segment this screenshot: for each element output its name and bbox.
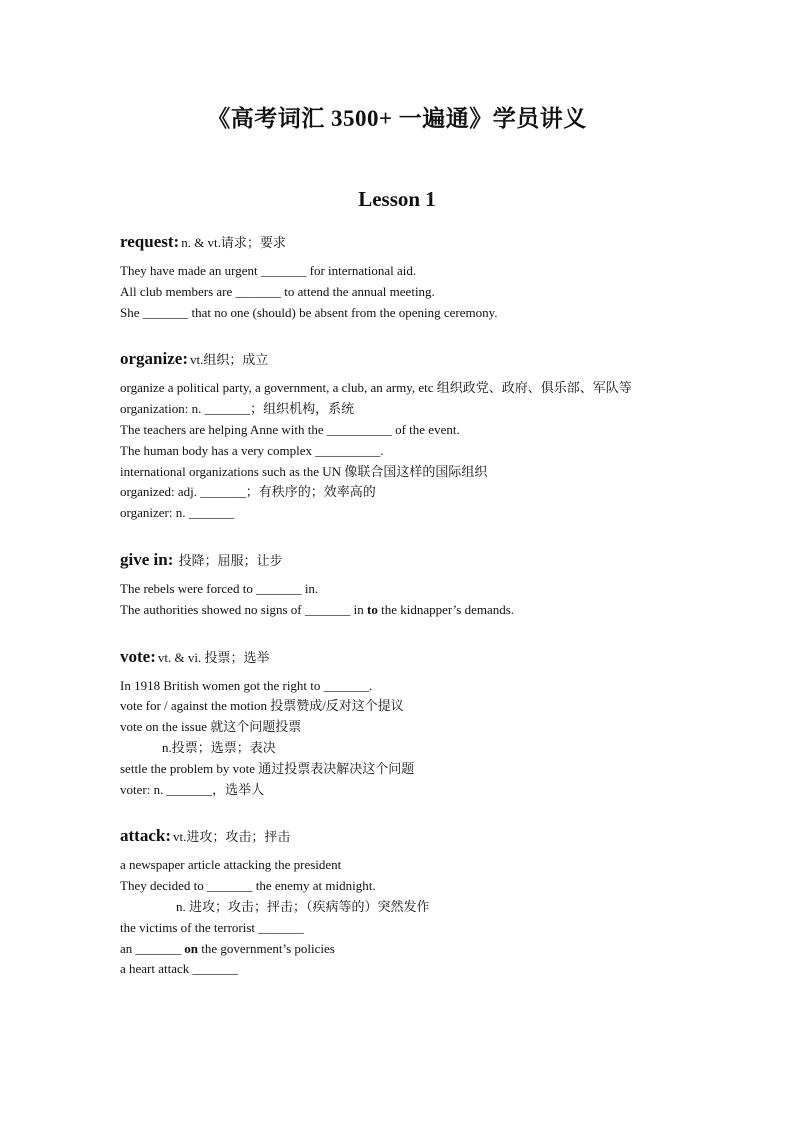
vocab-entry [120, 646, 720, 801]
vocabulary-entries [120, 231, 720, 1005]
headword: organize: [120, 349, 188, 369]
example-line: All club members are _______ to attend the annual meeting. [120, 283, 435, 299]
example-line: a newspaper article attacking the president [120, 857, 342, 873]
part-of-speech-definition: n. & vt.请求；要求 [181, 235, 286, 250]
example-text: the kidnapper’s demands. [377, 601, 515, 617]
vocab-entry [120, 549, 720, 621]
document-title: 《高考词汇 3500+ 一遍通》学员讲义 [207, 106, 587, 131]
example-line: n. 进攻；攻击；抨击；（疾病等的）突然发作 [176, 898, 430, 914]
vocab-entry [120, 348, 720, 524]
headword: request: [120, 232, 180, 251]
example-line: international organizations such as the UN 像联合国这样的国际组织 [120, 463, 488, 479]
example-text: an _______ [120, 940, 185, 956]
headword-line [120, 646, 720, 669]
headword-line [120, 549, 720, 572]
example-line: vote for / against the motion 投票赞成/反对这个提议 [120, 698, 404, 714]
vocab-entry [120, 231, 720, 323]
example-line: the victims of the terrorist _______ [120, 919, 304, 935]
lesson-title: Lesson 1 [358, 187, 436, 211]
example-line: vote on the issue 就这个问题投票 [120, 719, 302, 735]
example-line: The rebels were forced to _______ in. [120, 580, 319, 596]
example-line: organizer: n. _______ [120, 505, 235, 521]
headword-line [120, 825, 720, 848]
headword: give in: [120, 549, 174, 569]
example-line [120, 939, 720, 960]
example-line: The teachers are helping Anne with the __________ of the event. [120, 421, 460, 437]
example-line: organized: adj. _______；有秩序的；效率高的 [120, 484, 376, 500]
part-of-speech-definition: 投降；屈服；让步 [175, 552, 283, 568]
example-line: a heart attack _______ [120, 961, 239, 977]
example-line: settle the problem by vote 通过投票表决解决这个问题 [120, 760, 415, 776]
part-of-speech-definition: vt.进攻；攻击；抨击 [172, 829, 291, 845]
example-line: organize a political party, a government, a club, an army, etc 组织政党、政府、俱乐部、军队等 [120, 380, 632, 396]
example-line [120, 600, 720, 621]
vocab-entry [120, 825, 720, 980]
example-line: They decided to _______ the enemy at midnight. [120, 878, 376, 894]
example-line: voter: n. _______，选举人 [120, 781, 265, 797]
part-of-speech-definition: vt. & vi. 投票；选举 [157, 649, 270, 665]
example-text: the government’s policies [198, 940, 335, 956]
headword: vote: [120, 646, 156, 666]
headword-line [120, 231, 720, 254]
example-line: The human body has a very complex __________. [120, 442, 384, 458]
example-line: She _______ that no one (should) be absent from the opening ceremony. [120, 304, 498, 320]
headword-line [120, 348, 720, 371]
example-line: In 1918 British women got the right to _______. [120, 677, 373, 693]
bold-preposition: to [366, 601, 378, 617]
example-text: The authorities showed no signs of _______ in [120, 601, 367, 617]
example-line: n.投票；选票；表决 [162, 739, 276, 755]
example-line: They have made an urgent _______ for international aid. [120, 263, 417, 278]
headword: attack: [120, 826, 171, 846]
example-line: organization: n. _______；组织机构，系统 [120, 401, 355, 417]
bold-preposition: on [184, 940, 199, 956]
part-of-speech-definition: vt.组织；成立 [189, 352, 269, 368]
